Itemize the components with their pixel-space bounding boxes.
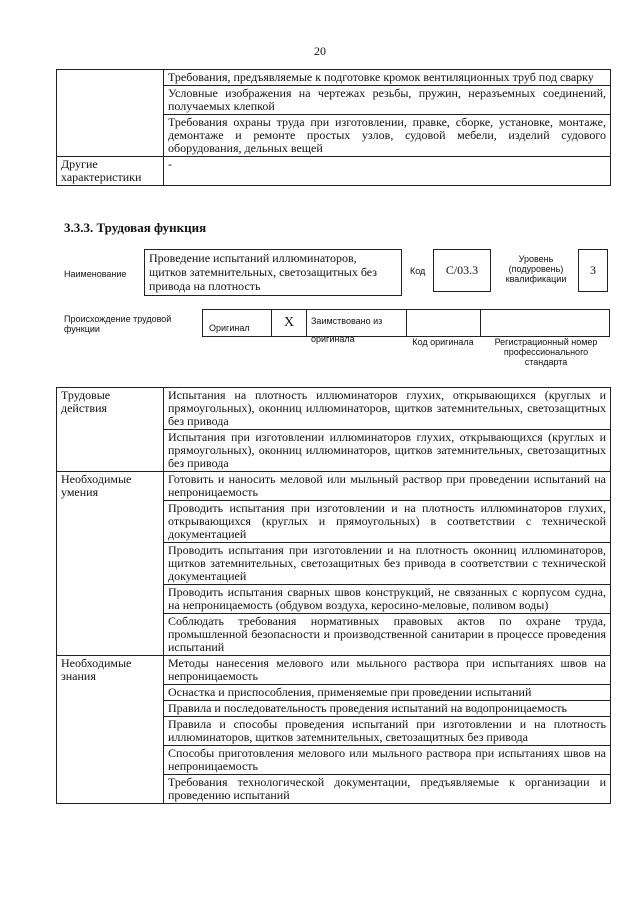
regnum-caption: Регистрационный номер профессионального стандарта (494, 337, 598, 367)
section-label-knowledge: Необходимые знания (57, 656, 164, 804)
function-name-box: Проведение испытаний иллюминаторов, щитков затемнительных, светозащитных без привода на плотность (144, 249, 402, 296)
table-cell: Готовить и наносить меловой или мыльный раствор при проведении испытаний на непроницаемость (164, 472, 611, 501)
origin-label: Происхождение трудовой функции (64, 314, 172, 334)
row-label: Другие характеристики (57, 157, 164, 186)
table-cell: Способы приготовления мелового или мыльного раствора при испытаниях швов на непроницаемость (164, 746, 611, 775)
page-number: 20 (314, 44, 326, 58)
level-value-box: 3 (578, 249, 608, 292)
table-cell: Проводить испытания при изготовлении и на плотность оконниц иллюминаторов, щитков затемнительных, светозащитных без привода в соответствии с технической документацией (164, 543, 611, 585)
row-label (57, 70, 164, 157)
section-label-skills: Необходимые умения (57, 472, 164, 656)
table-cell: Методы нанесения мелового или мыльного раствора при испытаниях швов на непроницаемость (164, 656, 611, 685)
level-label: Уровень (подуровень) квалификации (505, 254, 567, 284)
table-row (57, 70, 611, 86)
table-row (57, 472, 611, 501)
table-cell: Требования, предъявляемые к подготовке кромок вентиляционных труб под сварку (164, 70, 611, 86)
section-label-actions: Трудовые действия (57, 388, 164, 472)
table-cell: Правила и способы проведения испытаний при изготовлении и на плотность иллюминаторов, щитков затемнительных, светозащитных без привода (164, 717, 611, 746)
table-cell: Условные изображения на чертежах резьбы, пружин, неразъемных соединений, получаемых клепкой (164, 86, 611, 115)
table-cell: Оснастка и приспособления, применяемые при проведении испытаний (164, 685, 611, 701)
table-cell: Испытания на плотность иллюминаторов глухих, открывающихся (круглых и прямоугольных), оконниц иллюминаторов, щитков затемнительных, светозащитных без привода (164, 388, 611, 430)
table-row (57, 157, 611, 186)
table-cell: - (164, 157, 611, 186)
original-code-cell (406, 309, 481, 337)
code-caption: Код оригинала (412, 337, 474, 347)
requirements-table-continued (56, 69, 611, 186)
original-mark: X (271, 309, 307, 337)
code-label: Код (410, 266, 426, 276)
labor-function-table (56, 387, 611, 804)
table-cell: Проводить испытания при изготовлении и на плотность иллюминаторов глухих, открывающихся (круглых и прямоугольных) в соответствии с технической документацией (164, 501, 611, 543)
table-cell: Правила и последовательность проведения испытаний на водопроницаемость (164, 701, 611, 717)
code-value-box: С/03.3 (433, 249, 491, 292)
borrowed-label: Заимствовано из оригинала (311, 316, 383, 344)
table-cell: Испытания при изготовлении иллюминаторов глухих, открывающихся (круглых и прямоугольных), оконниц иллюминаторов, щитков затемнительных, светозащитных без привода (164, 430, 611, 472)
section-title: 3.3.3. Трудовая функция (64, 220, 207, 235)
borrowed-cell (306, 309, 407, 344)
table-cell: Требования технологической документации, предъявляемые к организации и проведению испытаний (164, 775, 611, 804)
regnum-cell (480, 309, 610, 337)
table-row (57, 656, 611, 685)
table-cell: Соблюдать требования нормативных правовых актов по охране труда, промышленной безопасности и производственной санитарии в процессе проведения испытаний (164, 614, 611, 656)
original-cell (202, 309, 272, 337)
original-label: Оригинал (209, 323, 250, 333)
table-row (57, 388, 611, 430)
table-cell: Требования охраны труда при изготовлении, правке, сборке, установке, монтаже, демонтаже и ремонте простых узлов, судовой мебели, изделий судового оборудования, дельных вещей (164, 115, 611, 157)
name-label: Наименование (64, 269, 127, 279)
table-cell: Проводить испытания сварных швов конструкций, не связанных с корпусом судна, на непроницаемость (обдувом воздуха, керосино-меловые, поливом воды) (164, 585, 611, 614)
